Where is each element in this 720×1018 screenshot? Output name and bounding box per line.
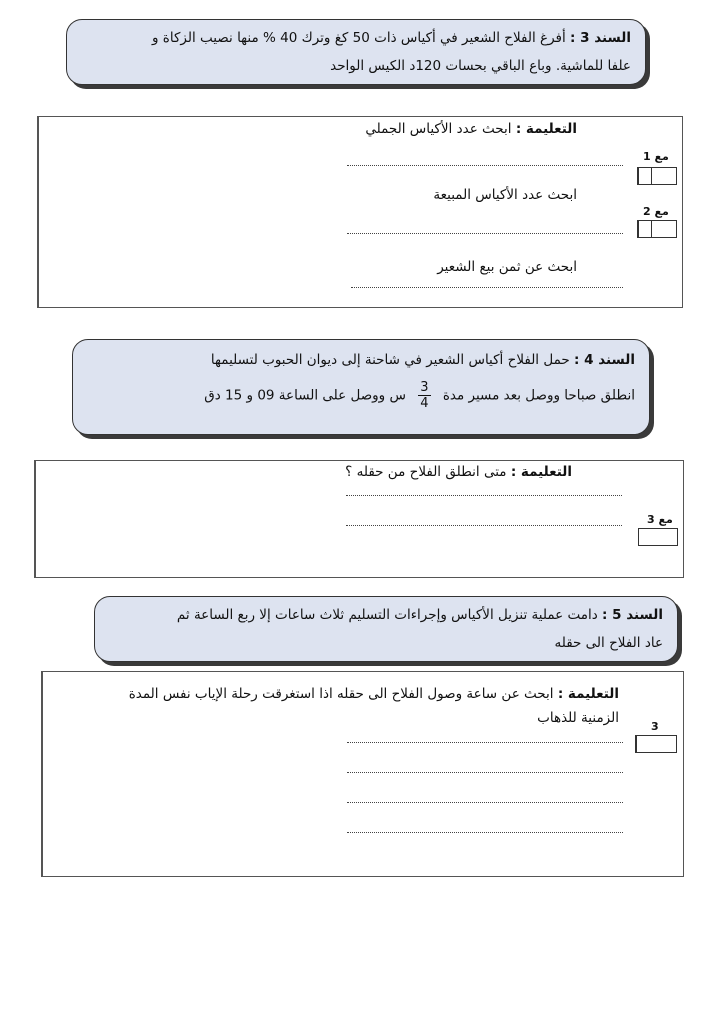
task-2-line-1	[345, 464, 572, 480]
task-3-content	[42, 672, 631, 876]
task-2-question-1: متى انطلق الفلاح من حقله ؟	[345, 464, 507, 480]
document-4-line-1	[87, 346, 635, 374]
document-5-text-2: عاد الفلاح الى حقله	[554, 635, 663, 651]
answer-line[interactable]	[346, 525, 622, 526]
document-5-label: السند 5 :	[602, 607, 663, 623]
answer-line[interactable]	[347, 802, 623, 803]
answer-line[interactable]	[347, 772, 623, 773]
task-3-question-1b: الزمنية للذهاب	[537, 710, 619, 726]
task-1-question-1: ابحث عدد الأكياس الجملي	[365, 121, 512, 137]
task-3-label: التعليمة :	[557, 686, 619, 702]
task-2-label: التعليمة :	[510, 464, 572, 480]
document-3-text-1: أفرغ الفلاح الشعير في أكياس ذات 50 كغ وترك 40 % منها نصيب الزكاة و	[151, 30, 566, 46]
task-1-content	[38, 117, 635, 307]
task-1-label: التعليمة :	[515, 121, 577, 137]
task-1-box	[37, 116, 683, 308]
task-2-content	[35, 461, 630, 577]
document-4-box	[72, 339, 650, 435]
task-1-question-2: ابحث عدد الأكياس المبيعة	[433, 187, 577, 203]
document-4-text-2a: انطلق صباحا ووصل بعد مسير مدة	[442, 387, 635, 404]
score-boxes-2[interactable]	[637, 220, 677, 238]
answer-line[interactable]	[347, 165, 623, 166]
document-4-line-2	[87, 380, 635, 411]
task-1-question-3: ابحث عن ثمن بيع الشعير	[437, 259, 577, 275]
score-label-4: 3	[651, 720, 659, 733]
answer-line[interactable]	[351, 287, 623, 288]
document-5-box	[94, 596, 678, 662]
task-3-box	[41, 671, 684, 877]
task-2-box	[34, 460, 684, 578]
score-box-3[interactable]	[638, 528, 678, 546]
document-3-line-1	[81, 24, 631, 52]
task-3-line-1	[129, 686, 619, 702]
answer-line[interactable]	[346, 495, 622, 496]
document-3-text-2: علفا للماشية. وباع الباقي بحسات 120د الكيس الواحد	[330, 58, 631, 74]
task-3-question-1: ابحث عن ساعة وصول الفلاح الى حقله اذا استغرقت رحلة الإياب نفس المدة	[128, 686, 554, 702]
document-5-line-1	[109, 601, 663, 629]
answer-line[interactable]	[347, 233, 623, 234]
score-label-2: مع 2	[643, 205, 669, 218]
answer-line[interactable]	[347, 832, 623, 833]
document-3-label: السند 3 :	[570, 30, 631, 46]
score-label-3: مع 3	[647, 513, 673, 526]
score-boxes-4[interactable]	[635, 735, 677, 753]
document-4-text-1: حمل الفلاح أكياس الشعير في شاحنة إلى ديوان الحبوب لتسليمها	[210, 352, 570, 368]
document-5-text-1: دامت عملية تنزيل الأكياس وإجراءات التسليم ثلاث ساعات إلا ربع الساعة ثم	[176, 607, 598, 623]
document-4-label: السند 4 :	[574, 352, 635, 368]
fraction-denominator: 4	[420, 396, 429, 411]
answer-line[interactable]	[347, 742, 623, 743]
fraction-numerator: 3	[420, 380, 429, 395]
document-4-text-2b: س ووصل على الساعة 09 و 15 دق	[204, 387, 406, 404]
score-label-1: مع 1	[643, 150, 669, 163]
document-3-box	[66, 19, 646, 85]
task-1-line-1	[365, 121, 577, 137]
fraction-three-quarters	[418, 380, 430, 411]
score-boxes-1[interactable]	[637, 167, 677, 185]
